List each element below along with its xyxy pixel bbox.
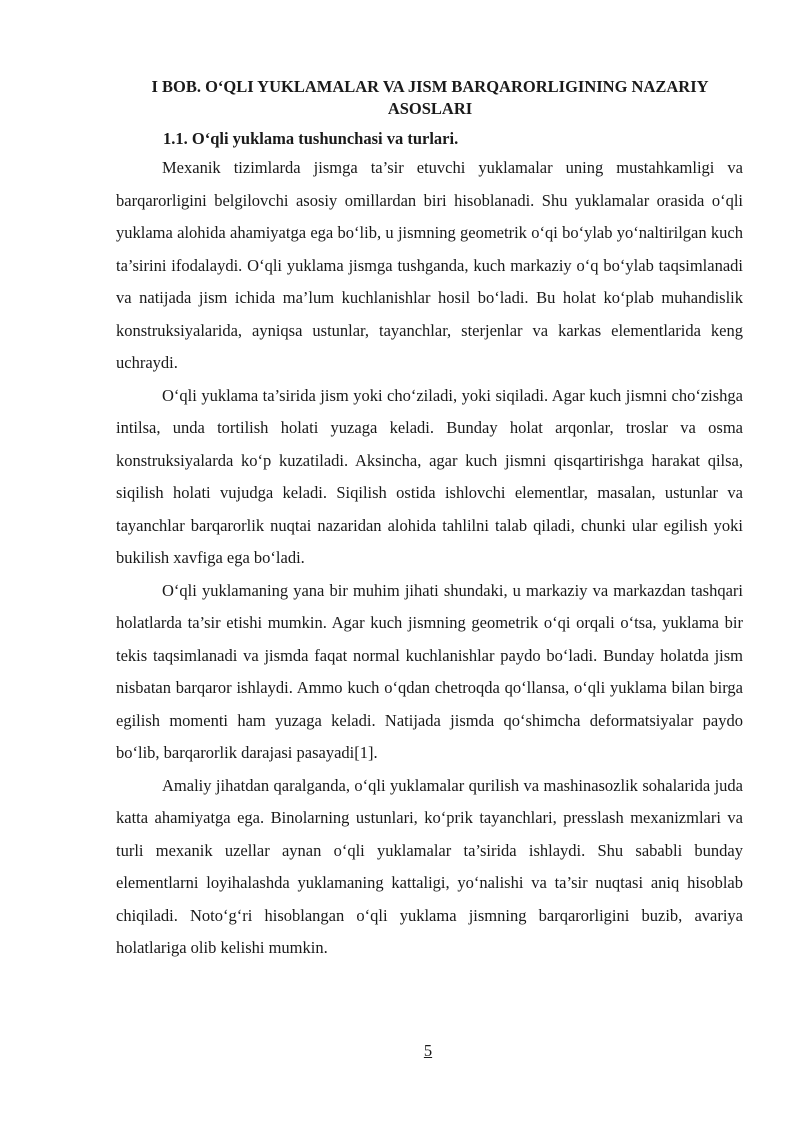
chapter-title: I BOB. O‘QLI YUKLAMALAR VA JISM BARQARORLIGINING NAZARIY ASOSLARI: [151, 77, 709, 118]
paragraph: O‘qli yuklama ta’sirida jism yoki cho‘ziladi, yoki siqiladi. Agar kuch jismni cho‘zishga intilsa, unda tortilish holati yuzaga keladi. Bunday holat arqonlar, troslar va osma konstruksiyalarda ko‘p kuzatiladi. Aksincha, agar kuch jismni qisqartirishga harakat qilsa, siqilish holati vujudga keladi. Siqilish ostida ishlovchi elementlar, masalan, ustunlar va tayanchlar barqarorlik nuqtai nazaridan alohida tahlilni talab qiladi, chunki ular egilish yoki bukilish xavfiga ega bo‘ladi.: [116, 385, 743, 567]
paragraph: O‘qli yuklamaning yana bir muhim jihati shundaki, u markaziy va markazdan tashqari holatlarda ta’sir etishi mumkin. Agar kuch jismning geometrik o‘qi orqali o‘tsa, yuklama bir tekis taqsimlanadi va jismda faqat normal kuchlanishlar paydo bo‘ladi. Bunday holatda jism nisbatan barqaror ishlaydi. Ammo kuch o‘qdan chetroqda qo‘llansa, o‘qli yuklama bilan birga egilish momenti ham yuzaga keladi. Natijada jismda qo‘shimcha deformatsiyalar paydo bo‘lib, barqarorlik darajasi pasayadi[1].: [116, 580, 743, 762]
body-text: [116, 152, 743, 965]
paragraph: Mexanik tizimlarda jismga ta’sir etuvchi yuklamalar uning mustahkamligi va barqarorligini belgilovchi asosiy omillardan biri hisoblanadi. Shu yuklamalar orasida o‘qli yuklama alohida ahamiyatga ega bo‘lib, u jismning geometrik o‘qi bo‘ylab yo‘naltirilgan kuch ta’sirini ifodalaydi. O‘qli yuklama jismga tushganda, kuch markaziy o‘q bo‘ylab taqsimlanadi va natijada jism ichida ma’lum kuchlanishlar hosil bo‘ladi. Bu holat ko‘plab muhandislik konstruksiyalarida, ayniqsa ustunlar, tayanchlar, sterjenlar va karkas elementlarida keng uchraydi.: [116, 158, 743, 372]
section-heading: 1.1. O‘qli yuklama tushunchasi va turlari.: [163, 129, 459, 148]
page-number: 5: [423, 1041, 433, 1060]
paragraph: Amaliy jihatdan qaralganda, o‘qli yuklamalar qurilish va mashinasozlik sohalarida juda katta ahamiyatga ega. Binolarning ustunlari, ko‘prik tayanchlari, presslash mexanizmlari va turli mexanik uzellar aynan o‘qli yuklamalar ta’sirida ishlaydi. Shu sababli bunday elementlarni loyihalashda yuklamaning kattaligi, yo‘nalishi va ta’sir nuqtasi aniq hisoblab chiqiladi. Noto‘g‘ri hisoblangan o‘qli yuklama jismning barqarorligini buzib, avariya holatlariga olib kelishi mumkin.: [116, 775, 743, 957]
